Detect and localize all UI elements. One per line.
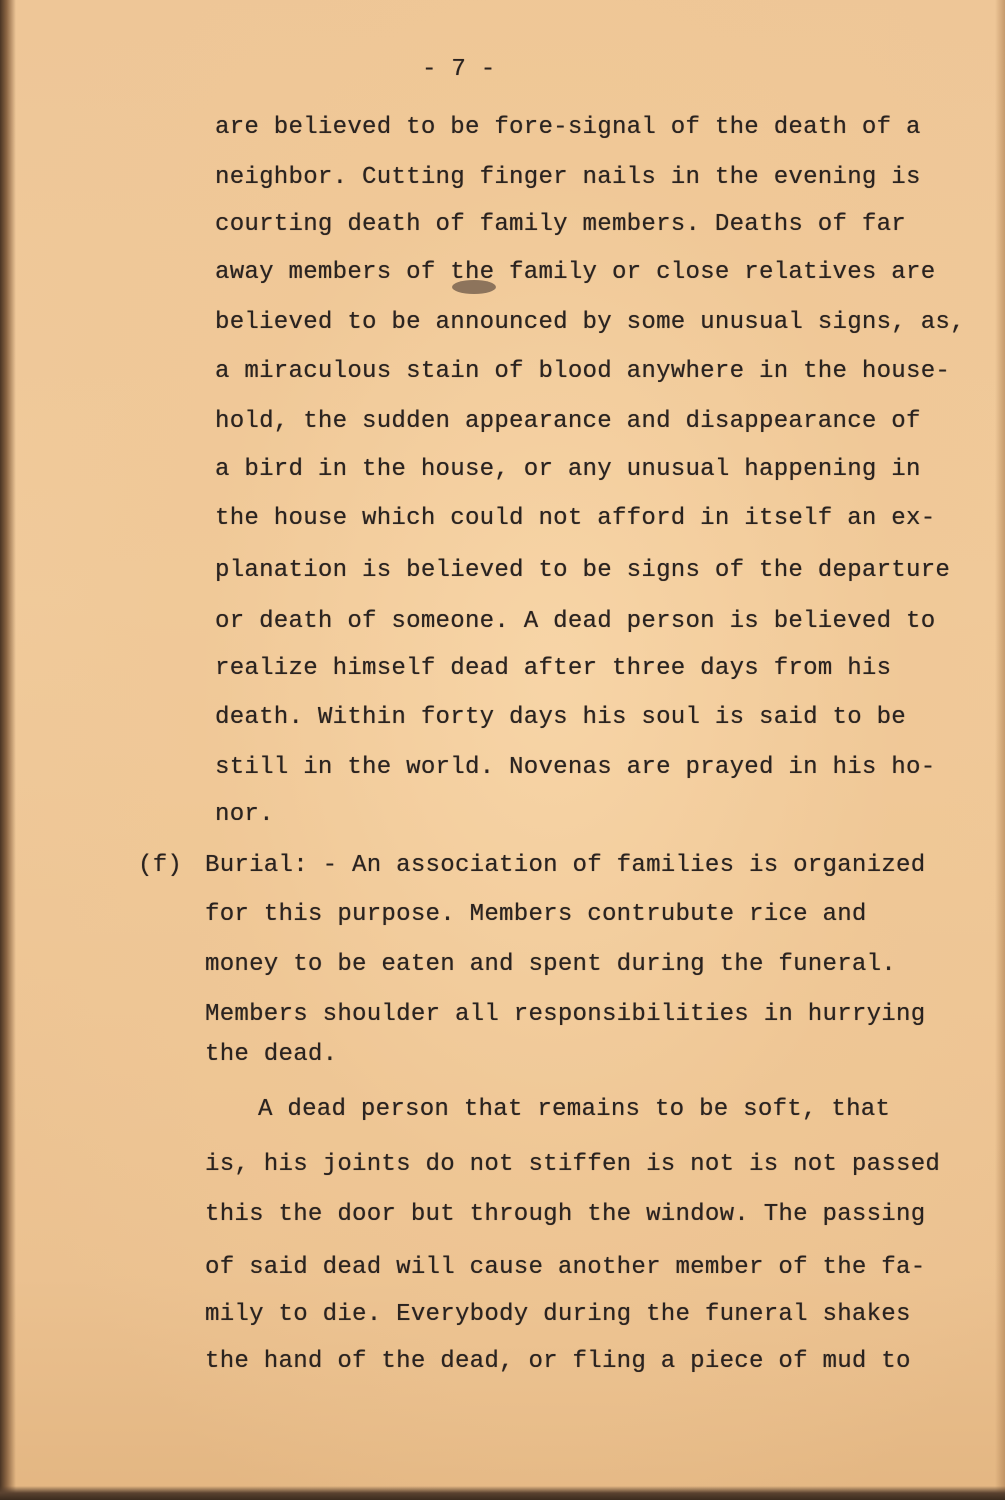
text-line: death. Within forty days his soul is said to be xyxy=(215,704,907,731)
text-line: away members of the family or close relatives are xyxy=(215,259,936,286)
text-line: the hand of the dead, or fling a piece of mud to xyxy=(205,1348,911,1375)
text-line: still in the world. Novenas are prayed in his ho- xyxy=(215,754,936,781)
text-line: hold, the sudden appearance and disappearance of xyxy=(215,408,921,435)
text-line: nor. xyxy=(215,801,274,828)
text-line: money to be eaten and spent during the funeral. xyxy=(205,951,897,978)
text-line: Members shoulder all responsibilities in hurrying xyxy=(205,1001,926,1028)
text-line: this the door but through the window. The passing xyxy=(205,1201,926,1228)
text-line: for this purpose. Members contrubute rice and xyxy=(205,901,867,928)
text-line: mily to die. Everybody during the funeral shakes xyxy=(205,1301,911,1328)
text-line: courting death of family members. Deaths of far xyxy=(215,211,907,238)
section-heading-line: Burial: - An association of families is organized xyxy=(205,852,926,879)
section-label: (f) xyxy=(138,852,183,879)
text-line: planation is believed to be signs of the departure xyxy=(215,557,951,584)
text-line: believed to be announced by some unusual signs, as, xyxy=(215,309,965,336)
text-line: realize himself dead after three days from his xyxy=(215,655,892,682)
text-line: neighbor. Cutting finger nails in the evening is xyxy=(215,164,921,191)
paragraph-first-line: A dead person that remains to be soft, that xyxy=(258,1096,891,1123)
text-line: of said dead will cause another member of the fa- xyxy=(205,1254,926,1281)
page-number: - 7 - xyxy=(422,56,496,83)
text-line: the house which could not afford in itself an ex- xyxy=(215,505,936,532)
text-line: the dead. xyxy=(205,1041,338,1068)
page-right-edge xyxy=(995,0,1005,1500)
text-line: is, his joints do not stiffen is not is not passed xyxy=(205,1151,941,1178)
text-line: or death of someone. A dead person is believed to xyxy=(215,608,936,635)
page-bottom-edge xyxy=(0,1486,1005,1500)
text-line: a bird in the house, or any unusual happening in xyxy=(215,456,921,483)
text-line: are believed to be fore-signal of the death of a xyxy=(215,114,921,141)
text-line: a miraculous stain of blood anywhere in the house- xyxy=(215,358,951,385)
page-left-edge xyxy=(0,0,16,1500)
